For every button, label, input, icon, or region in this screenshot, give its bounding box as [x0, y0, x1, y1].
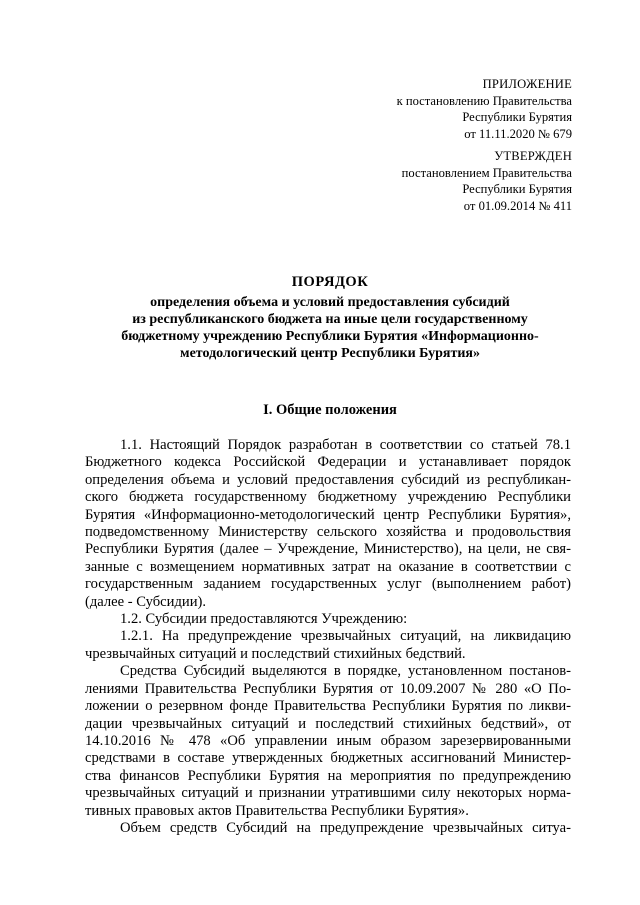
- body-line: Бюджетного кодекса Российской Федерации и устанавливает порядок: [85, 454, 571, 471]
- document-title-line: методологический центр Республики Бурятия»: [180, 346, 480, 361]
- approved-line: постановлением Правительства: [401, 165, 572, 180]
- document-title-line: бюджетному учреждению Республики Бурятия «Информационно-: [121, 329, 539, 344]
- body-line: лениями Правительства Республики Бурятия от 10.09.2007 № 280 «О По-: [85, 680, 571, 697]
- paragraph-subsidy-means: [85, 663, 571, 820]
- document-title-line: определения объема и условий предоставления субсидий: [150, 295, 510, 310]
- annex-line: Республики Бурятия: [462, 110, 572, 124]
- annex-line: от 11.11.2020 № 679: [464, 126, 572, 141]
- body-line: Бурятия «Информационно-методологический центр Республики Бурятия»,: [85, 506, 571, 523]
- body-line: дации чрезвычайных ситуаций и последствий стихийных бедствий», от: [85, 715, 571, 732]
- body-line: ского бюджета государственному бюджетному учреждению Республики: [85, 489, 571, 506]
- body-line: Объем средств Субсидий на предупреждение чрезвычайных ситуа-: [120, 819, 571, 836]
- body-line: государственным заданием государственных услуг (выполнением работ): [85, 576, 571, 593]
- body-line: Республики Бурятия (далее – Учреждение, Министерство), на цели, не свя-: [85, 541, 571, 558]
- body-line: определения объема и условий предоставления субсидий из республикан-: [85, 471, 571, 488]
- paragraph-1-1: [85, 437, 571, 611]
- body-line: подведомственному Министерству сельского хозяйства и продовольствия: [85, 524, 571, 541]
- document-title-line: из республиканского бюджета на иные цели государственному: [132, 312, 528, 327]
- body-line: ложении о резервном фонде Правительства Республики Бурятия по ликви-: [85, 698, 571, 715]
- body-line: средствами в составе утвержденных бюджетных ассигнований Министер-: [85, 750, 571, 767]
- body-line: тивных правовых актов Правительства Республики Бурятия».: [85, 802, 469, 819]
- approved-line: Республики Бурятия: [462, 182, 572, 196]
- body-line: 1.2.1. На предупреждение чрезвычайных ситуаций, на ликвидацию: [120, 628, 571, 645]
- body-line: 1.1. Настоящий Порядок разработан в соответствии со статьей 78.1: [120, 437, 571, 453]
- body-line: занные с возмещением нормативных затрат на оказание в соответствии с: [85, 558, 571, 575]
- section-heading: I. Общие положения: [263, 402, 397, 418]
- body-line: 1.2. Субсидии предоставляются Учреждению:: [120, 611, 408, 628]
- body-line: ства финансов Республики Бурятия на мероприятия по предупреждению: [85, 767, 571, 784]
- body-line: чрезвычайных ситуаций и последствий стихийных бедствий.: [85, 645, 466, 662]
- annex-line: к постановлению Правительства: [396, 93, 572, 108]
- approved-block: [402, 148, 572, 214]
- document-title-main: ПОРЯДОК: [291, 274, 369, 290]
- document-title: [80, 274, 580, 362]
- approved-title: УТВЕРЖДЕН: [494, 149, 572, 163]
- paragraph-subsidy-volume: [85, 820, 571, 837]
- document-body: [85, 437, 571, 837]
- approved-line: от 01.09.2014 № 411: [463, 198, 572, 213]
- body-line: Средства Субсидий выделяются в порядке, установленном постанов-: [120, 663, 571, 680]
- paragraph-1-2-1: [85, 628, 571, 663]
- annex-title: ПРИЛОЖЕНИЕ: [482, 77, 572, 91]
- body-line: чрезвычайных ситуаций и признании утратившими силу некоторых норма-: [85, 785, 571, 802]
- annex-block: [397, 76, 572, 142]
- body-line: (далее - Субсидии).: [85, 593, 207, 610]
- body-line: 14.10.2016 № 478 «Об управлении иным образом зарезервированными: [85, 732, 571, 749]
- paragraph-1-2: [85, 611, 571, 628]
